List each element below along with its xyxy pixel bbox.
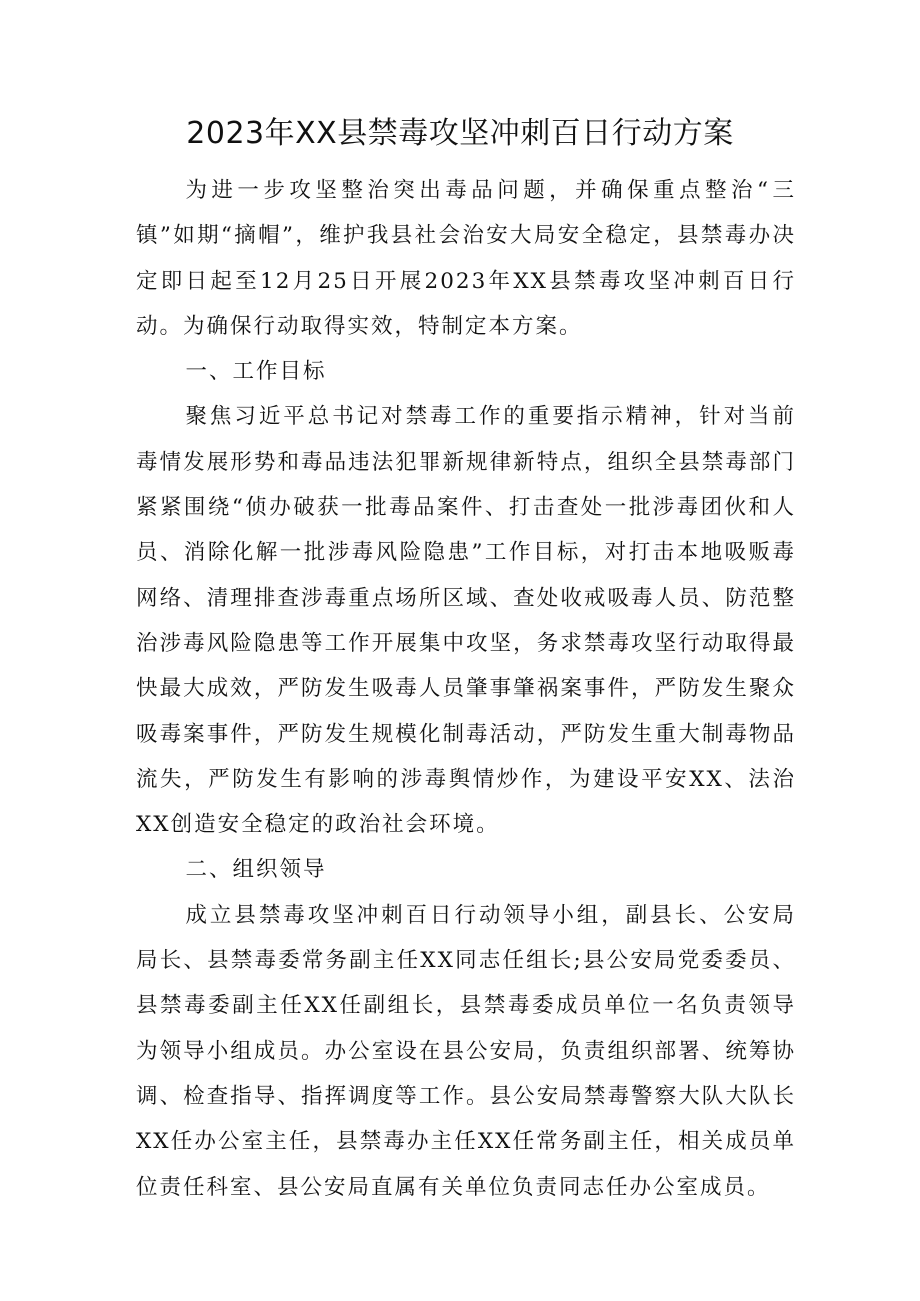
document-title: 2023年XX县禁毒攻坚冲刺百日行动方案 bbox=[186, 116, 734, 151]
section-heading-goals: 一、工作目标 bbox=[185, 359, 327, 385]
intro-paragraph: 为进一步攻坚整治突出毒品问题，并确保重点整治“三镇”如期“摘帽”，维护我县社会治安大局安全稳定，县禁毒办决定即日起至12月25日开展2023年XX县禁毒攻坚冲刺百日行动。为确保行动取得实效，特制定本方案。 bbox=[136, 178, 796, 339]
section-paragraph-leadership: 成立县禁毒攻坚冲刺百日行动领导小组，副县长、公安局局长、县禁毒委常务副主任XX同志任组长;县公安局党委委员、县禁毒委副主任XX任副组长，县禁毒委成员单位一名负责领导为领导小组成员。办公室设在县公安局，负责组织部署、统筹协调、检查指导、指挥调度等工作。县公安局禁毒警察大队大队长XX任办公室主任，县禁毒办主任XX任常务副主任，相关成员单位责任科室、县公安局直属有关单位负责同志任办公室成员。 bbox=[136, 902, 796, 1200]
section-heading-leadership: 二、组织领导 bbox=[185, 857, 327, 883]
document-body bbox=[136, 168, 796, 1210]
section-paragraph-goals: 聚焦习近平总书记对禁毒工作的重要指示精神，针对当前毒情发展形势和毒品违法犯罪新规律新特点，组织全县禁毒部门紧紧围绕“侦办破获一批毒品案件、打击查处一批涉毒团伙和人员、消除化解一批涉毒风险隐患”工作目标，对打击本地吸贩毒网络、清理排查涉毒重点场所区域、查处收戒吸毒人员、防范整治涉毒风险隐患等工作开展集中攻坚，务求禁毒攻坚行动取得最快最大成效，严防发生吸毒人员肇事肇祸案事件，严防发生聚众吸毒案事件，严防发生规模化制毒活动，严防发生重大制毒物品流失，严防发生有影响的涉毒舆情炒作，为建设平安XX、法治XX创造安全稳定的政治社会环境。 bbox=[136, 404, 796, 838]
